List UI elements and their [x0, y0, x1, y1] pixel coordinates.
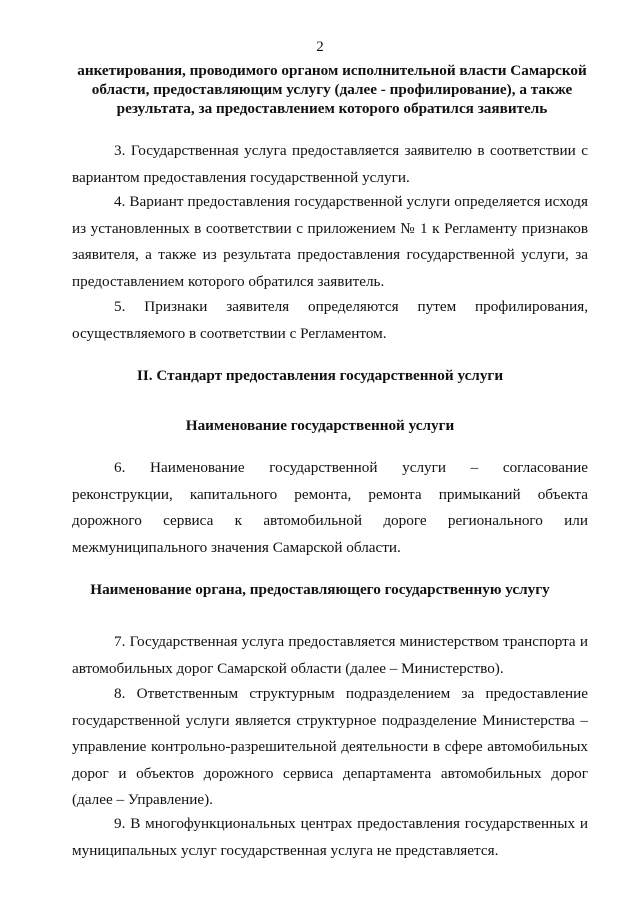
paragraph-4: 4. Вариант предоставления государственной услуги определяется исходя из установленных в соответствии с приложением № 1 к Регламенту признаков заявителя, а также из результата предоставления государственной услуги, за предоставлением которого обратился заявитель.: [72, 193, 588, 290]
paragraph-9: 9. В многофункциональных центрах предоставления государственных и муниципальных услуг государственная услуга не представляется.: [72, 815, 588, 859]
page-number: 2: [316, 39, 324, 55]
subheading-service-name: Наименование государственной услуги: [185, 417, 455, 434]
paragraph-5: 5. Признаки заявителя определяются путем профилирования, осуществляемого в соответствии с Регламентом.: [72, 298, 588, 342]
paragraph-8: 8. Ответственным структурным подразделением за предоставление государственной услуги является структурное подразделение Министерства – управление контрольно-разрешительной деятельности в сфере автомобильных дорог и объектов дорожного сервиса департамента автомобильных дорог (далее – Управление).: [72, 685, 588, 808]
intro-heading: анкетирования, проводимого органом исполнительной власти Самарской области, предоставляющим услугу (далее - профилирование), а также результата, за предоставлением которого обратился заявитель: [77, 62, 587, 117]
paragraph-6: 6. Наименование государственной услуги – согласование реконструкции, капитального ремонта, ремонта примыканий объекта дорожного сервиса к автомобильной дороге регионального или межмуниципального значения Самарской области.: [72, 459, 588, 556]
section-heading-ii: II. Стандарт предоставления государственной услуги: [136, 367, 504, 384]
subheading-provider-name: Наименование органа, предоставляющего государственную услугу: [90, 581, 550, 598]
paragraph-7: 7. Государственная услуга предоставляется министерством транспорта и автомобильных дорог Самарской области (далее – Министерство).: [72, 633, 588, 677]
paragraph-3: 3. Государственная услуга предоставляется заявителю в соответствии с вариантом предоставления государственной услуги.: [72, 142, 588, 186]
